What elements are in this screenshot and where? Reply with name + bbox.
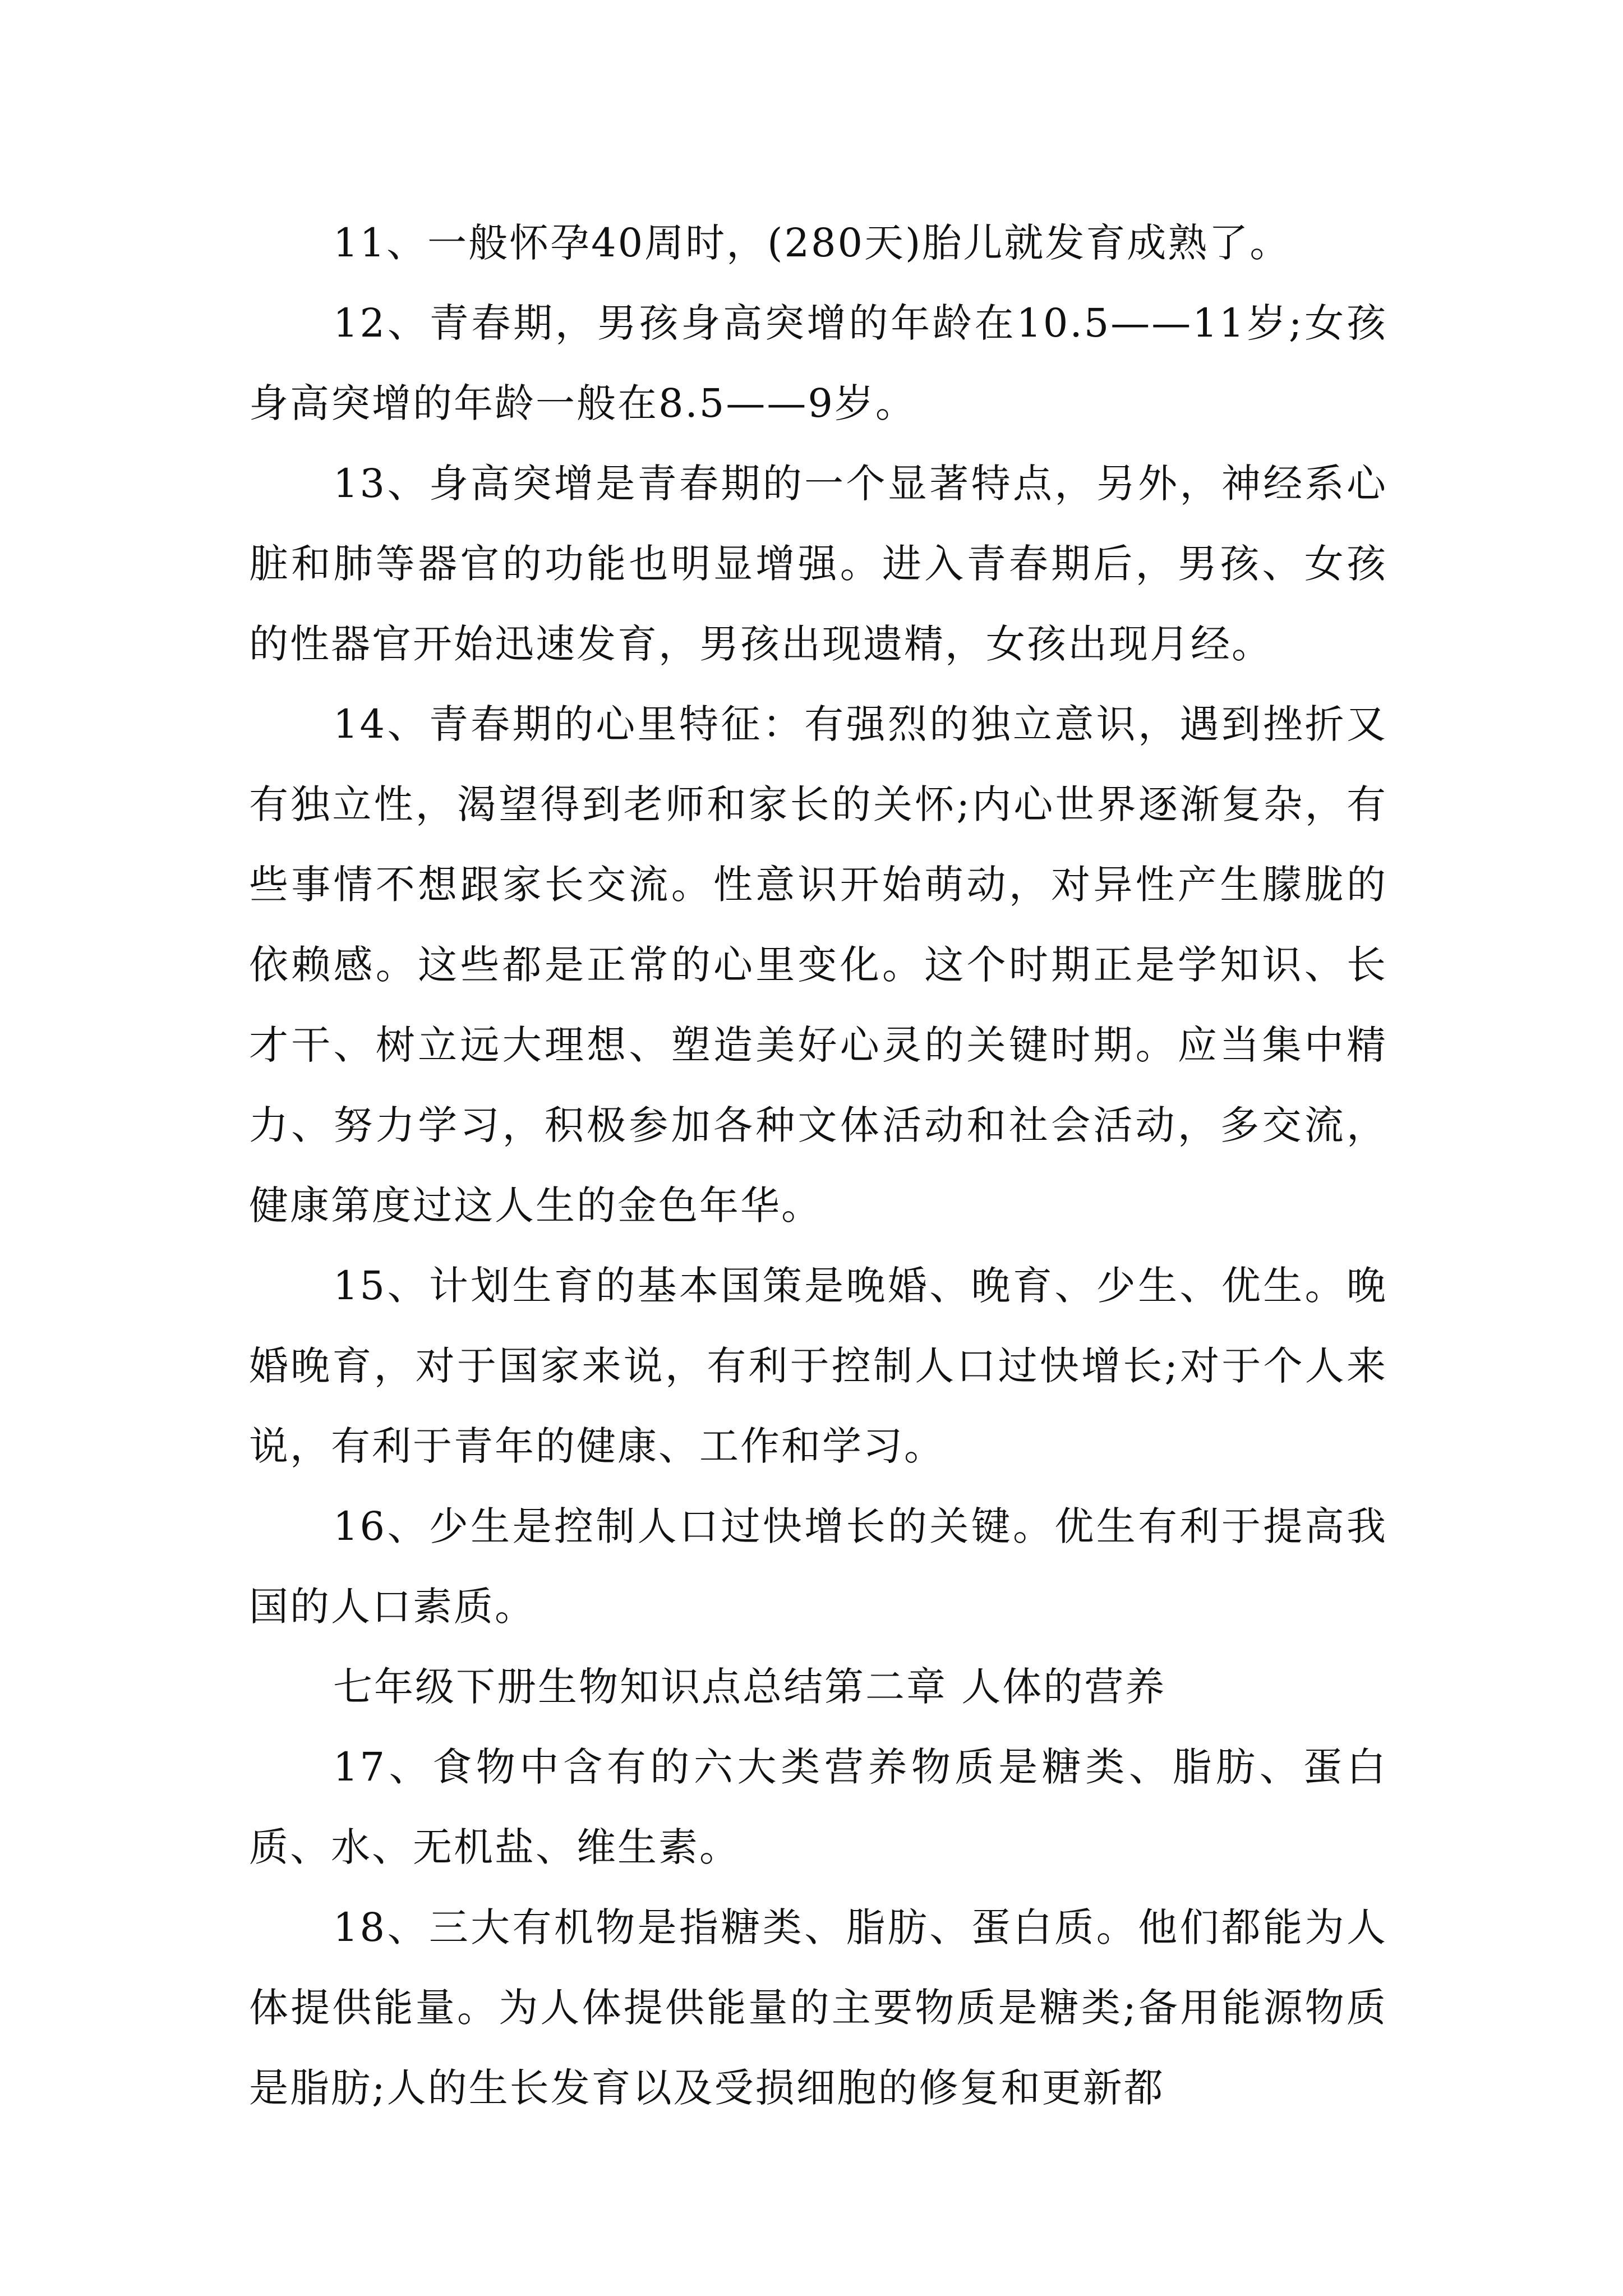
paragraph-item-14: 14、青春期的心里特征：有强烈的独立意识，遇到挫折又有独立性，渴望得到老师和家长的关怀;内心世界逐渐复杂，有些事情不想跟家长交流。性意识开始萌动，对异性产生朦胧的依赖感。这些都是正常的心里变化。这个时期正是学知识、长才干、树立远大理想、塑造美好心灵的关键时期。应当集中精力、努力学习，积极参加各种文体活动和社会活动，多交流，健康第度过这人生的金色年华。 [249, 701, 1387, 1228]
paragraph-item-12: 12、青春期，男孩身高突增的年龄在10.5——11岁;女孩身高突增的年龄一般在8.5——9岁。 [249, 300, 1387, 426]
paragraph-item-16: 16、少生是控制人口过快增长的关键。优生有利于提高我国的人口素质。 [249, 1503, 1387, 1630]
paragraph-item-11: 11、一般怀孕40周时，(280天)胎儿就发育成熟了。 [333, 220, 1291, 266]
paragraph-item-17: 17、食物中含有的六大类营养物质是糖类、脂肪、蛋白质、水、无机盐、维生素。 [249, 1744, 1387, 1870]
paragraph-item-13: 13、身高突增是青春期的一个显著特点，另外，神经系心脏和肺等器官的功能也明显增强。进入青春期后，男孩、女孩的性器官开始迅速发育，男孩出现遗精，女孩出现月经。 [249, 461, 1387, 667]
section-heading: 七年级下册生物知识点总结第二章 人体的营养 [333, 1664, 1166, 1710]
paragraph-item-18: 18、三大有机物是指糖类、脂肪、蛋白质。他们都能为人体提供能量。为人体提供能量的主要物质是糖类;备用能源物质是脂肪;人的生长发育以及受损细胞的修复和更新都 [249, 1904, 1387, 2111]
paragraph-item-15: 15、计划生育的基本国策是晚婚、晚育、少生、优生。晚婚晚育，对于国家来说，有利于控制人口过快增长;对于个人来说，有利于青年的健康、工作和学习。 [249, 1263, 1387, 1469]
document-body [249, 203, 1387, 2128]
